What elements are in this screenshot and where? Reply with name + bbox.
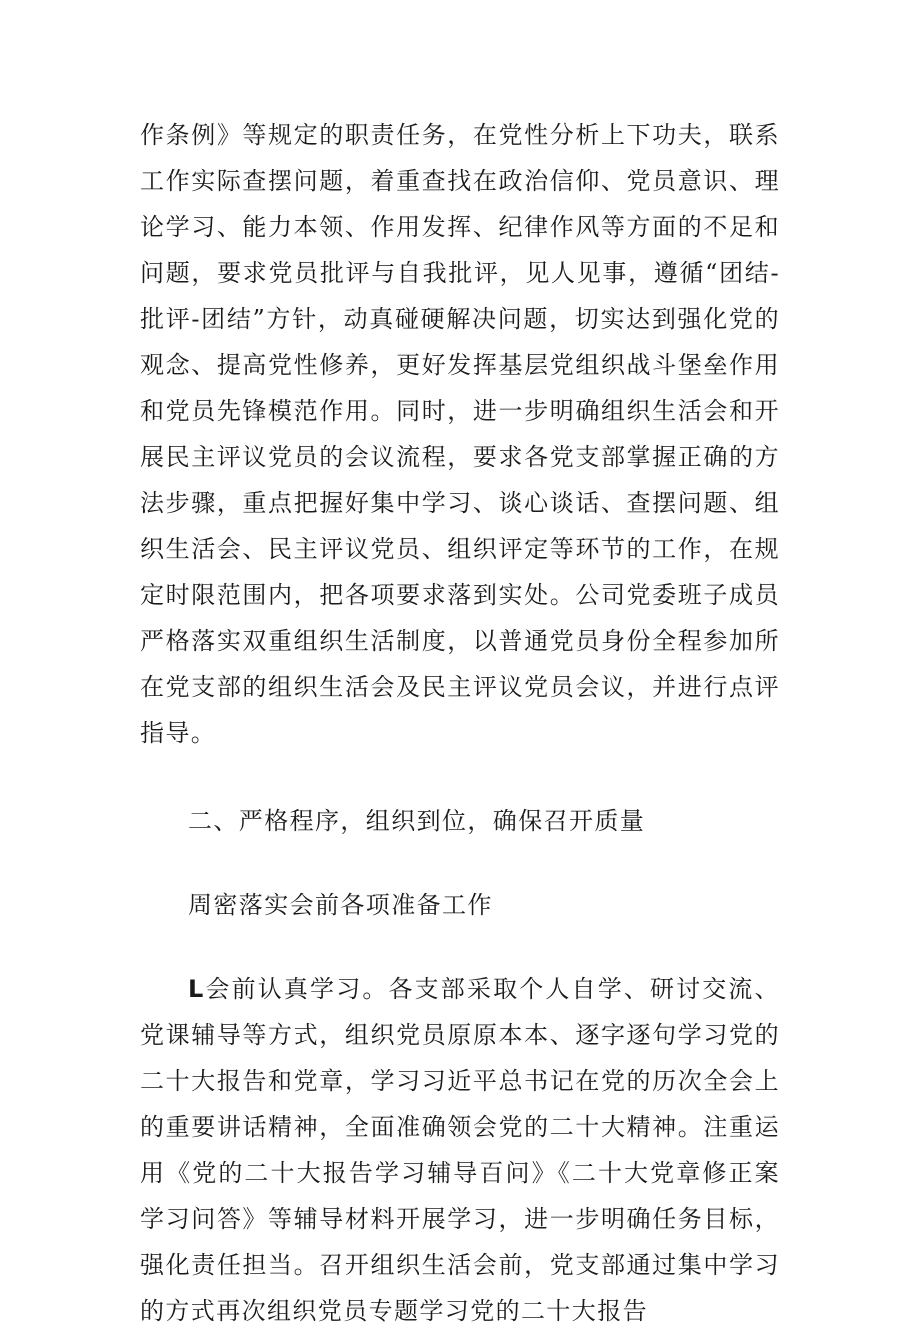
section-heading: 二、严格程序，组织到位，确保召开质量	[188, 807, 646, 835]
list-item-marker: L	[188, 975, 205, 1003]
body-paragraph-item-1	[140, 966, 780, 1334]
sub-heading: 周密落实会前各项准备工作	[188, 891, 493, 919]
body-paragraph-continuation: 作条例》等规定的职责任务，在党性分析上下功夫，联系工作实际查摆问题，着重查找在政治信仰、党员意识、理论学习、能力本领、作用发挥、纪律作风等方面的不足和问题，要求党员批评与自我批评，见人见事，遵循“团结-批评-团结”方针，动真碰硬解决问题，切实达到强化党的观念、提高党性修养，更好发挥基层党组织战斗堡垒作用和党员先锋模范作用。同时，进一步明确组织生活会和开展民主评议党员的会议流程，要求各党支部掌握正确的方法步骤，重点把握好集中学习、谈心谈话、查摆问题、组织生活会、民主评议党员、组织评定等环节的工作，在规定时限范围内，把各项要求落到实处。公司党委班子成员严格落实双重组织生活制度，以普通党员身份全程参加所在党支部的组织生活会及民主评议党员会议，并进行点评指导。	[140, 121, 780, 747]
body-paragraph-item-1-text: 会前认真学习。各支部采取个人自学、研讨交流、党课辅导等方式，组织党员原原本本、逐字逐句学习党的二十大报告和党章，学习习近平总书记在党的历次全会上的重要讲话精神，全面准确领会党的二十大精神。注重运用《党的二十大报告学习辅导百问》《二十大党章修正案学习问答》等辅导材料开展学习，进一步明确任务目标，强化责任担当。召开组织生活会前，党支部通过集中学习的方式再次组织党员专题学习党的二十大报告	[140, 975, 780, 1325]
